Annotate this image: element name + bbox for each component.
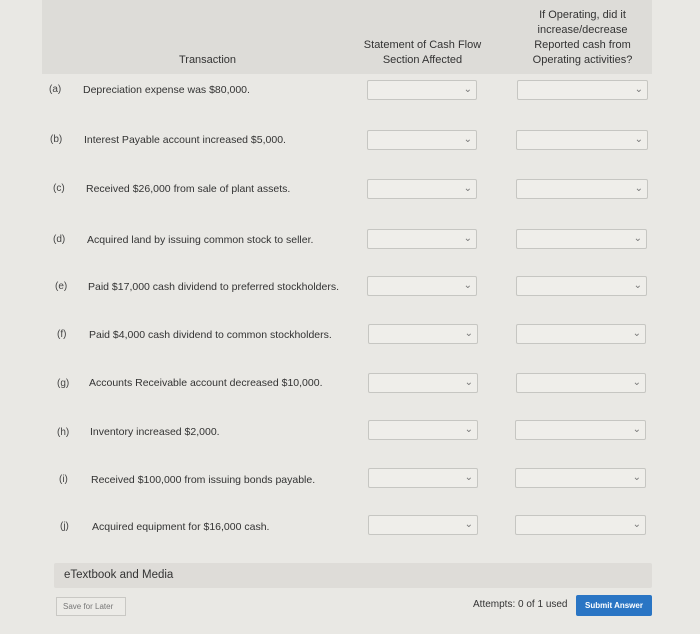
- chevron-down-icon: ⌄: [463, 280, 472, 291]
- chevron-down-icon: ⌄: [464, 328, 473, 339]
- chevron-down-icon: ⌄: [463, 84, 472, 95]
- etextbook-label: eTextbook and Media: [64, 569, 174, 581]
- operating-select[interactable]: [516, 276, 647, 296]
- submit-answer-button[interactable]: Submit Answer: [576, 595, 652, 616]
- row-transaction-text: Inventory increased $2,000.: [90, 426, 220, 438]
- operating-select[interactable]: [516, 324, 646, 344]
- section-select[interactable]: [367, 130, 477, 150]
- row-transaction-text: Accounts Receivable account decreased $10,000.: [89, 377, 323, 389]
- chevron-down-icon: ⌄: [634, 84, 643, 95]
- chevron-down-icon: ⌄: [633, 233, 642, 244]
- etextbook-media-link[interactable]: [54, 563, 652, 588]
- op-header-line1: If Operating, did it: [539, 9, 626, 21]
- section-select[interactable]: [368, 420, 478, 440]
- operating-select[interactable]: [515, 420, 646, 440]
- row-letter: (c): [53, 183, 65, 194]
- operating-select[interactable]: [516, 130, 648, 150]
- operating-select[interactable]: [515, 515, 646, 535]
- section-header-line1: Statement of Cash Flow: [363, 39, 482, 51]
- chevron-down-icon: ⌄: [632, 377, 641, 388]
- chevron-down-icon: ⌄: [463, 233, 472, 244]
- chevron-down-icon: ⌄: [632, 424, 641, 435]
- chevron-down-icon: ⌄: [464, 519, 473, 530]
- operating-select[interactable]: [516, 373, 646, 393]
- chevron-down-icon: ⌄: [464, 472, 473, 483]
- row-letter: (j): [60, 521, 69, 532]
- row-letter: (e): [55, 281, 68, 292]
- op-header-line3: Reported cash from: [534, 39, 631, 51]
- row-letter: (i): [59, 474, 68, 485]
- row-transaction-text: Received $26,000 from sale of plant assets.: [86, 183, 291, 195]
- chevron-down-icon: ⌄: [632, 519, 641, 530]
- chevron-down-icon: ⌄: [634, 183, 643, 194]
- chevron-down-icon: ⌄: [464, 377, 473, 388]
- save-for-later-button[interactable]: Save for Later: [56, 597, 126, 616]
- op-header-line4: Operating activities?: [532, 54, 633, 66]
- op-header-line2: increase/decrease: [537, 24, 628, 36]
- row-transaction-text: Paid $4,000 cash dividend to common stockholders.: [89, 329, 332, 341]
- chevron-down-icon: ⌄: [633, 280, 642, 291]
- chevron-down-icon: ⌄: [632, 472, 641, 483]
- operating-select[interactable]: [516, 229, 647, 249]
- row-letter: (h): [57, 427, 70, 438]
- row-letter: (g): [57, 378, 70, 389]
- row-transaction-text: Received $100,000 from issuing bonds payable.: [91, 474, 316, 486]
- transaction-header: Transaction: [178, 54, 237, 66]
- section-select[interactable]: [368, 515, 478, 535]
- section-select[interactable]: [367, 80, 477, 100]
- section-select[interactable]: [368, 468, 478, 488]
- row-transaction-text: Paid $17,000 cash dividend to preferred stockholders.: [88, 281, 339, 293]
- section-select[interactable]: [368, 324, 478, 344]
- row-letter: (b): [50, 134, 63, 145]
- row-transaction-text: Acquired land by issuing common stock to seller.: [87, 234, 314, 246]
- chevron-down-icon: ⌄: [632, 328, 641, 339]
- section-header-line2: Section Affected: [382, 54, 463, 66]
- chevron-down-icon: ⌄: [634, 134, 643, 145]
- section-affected-header: [350, 38, 495, 68]
- operating-select[interactable]: [516, 179, 648, 199]
- row-transaction-text: Depreciation expense was $80,000.: [83, 84, 250, 96]
- chevron-down-icon: ⌄: [464, 424, 473, 435]
- operating-select[interactable]: [515, 468, 646, 488]
- row-letter: (d): [53, 234, 66, 245]
- attempts-counter: Attempts: 0 of 1 used: [473, 599, 568, 610]
- row-letter: (a): [49, 84, 62, 95]
- chevron-down-icon: ⌄: [463, 183, 472, 194]
- section-select[interactable]: [367, 179, 477, 199]
- section-select[interactable]: [368, 373, 478, 393]
- row-transaction-text: Interest Payable account increased $5,000.: [84, 134, 286, 146]
- operating-header: [515, 8, 650, 68]
- section-select[interactable]: [367, 276, 477, 296]
- row-transaction-text: Acquired equipment for $16,000 cash.: [92, 521, 270, 533]
- chevron-down-icon: ⌄: [463, 134, 472, 145]
- section-select[interactable]: [367, 229, 477, 249]
- operating-select[interactable]: [517, 80, 648, 100]
- row-letter: (f): [57, 329, 67, 340]
